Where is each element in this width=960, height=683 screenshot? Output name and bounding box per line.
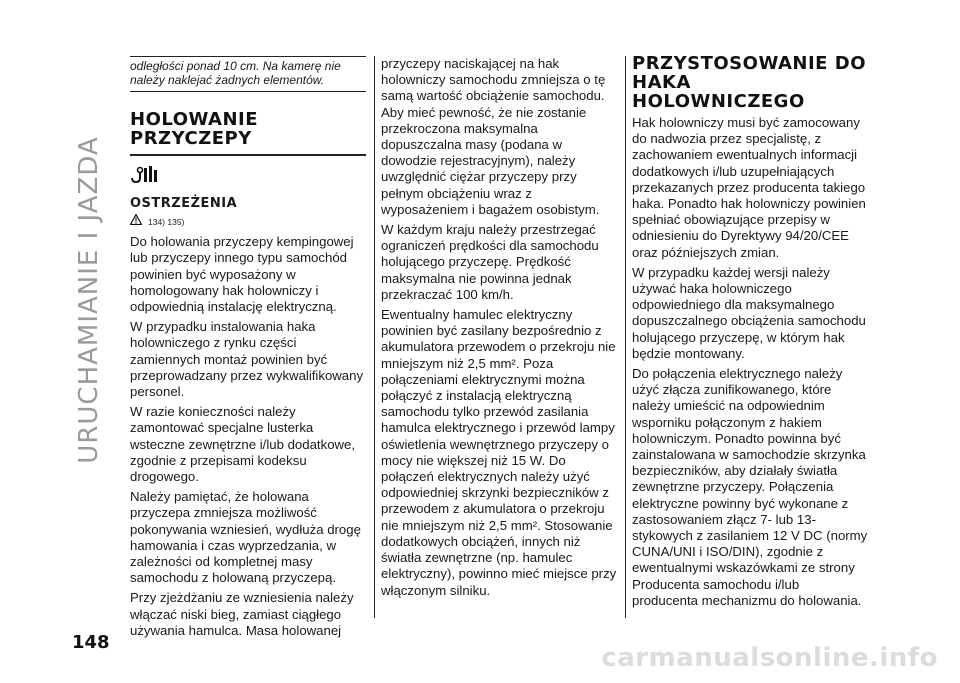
paragraph: Do połączenia elektrycznego należy użyć złącza zunifikowanego, które należy umieścić na odpowiednim wsporniku połączonym z hakiem holowniczym. Ponadto powinna być zainstalowana w samochodzie skrzynka bezpieczników, aby działały światła zewnętrzne przyczepy. Połączenia elektryczne powinny być wykonane z zastosowaniem złącz 7- lub 13-stykowych z zasilaniem 12 V DC (normy CUNA/UNI i ISO/DIN), zgodnie z ewentualnymi wskazówkami ze strony Producenta samochodu i/lub producenta mechanizmu do holowania. <box>632 366 868 608</box>
column-divider <box>625 56 626 618</box>
section-title-hook-adaptation: PRZYSTOSOWANIE DO HAKA HOLOWNICZEGO <box>632 53 866 112</box>
paragraph: Do holowania przyczepy kempingowej lub przyczepy innego typu samochód powinien być wyposażony w homologowany hak holowniczy i odpowiednią instalację elektryczną. <box>130 234 354 314</box>
watermark: carmanualsonline.info <box>601 643 938 673</box>
paragraph: Przy zjeżdżaniu ze wzniesienia należy włączać niski bieg, zamiast ciągłego używania hamulca. Masa holowanej <box>130 590 354 638</box>
warning-refs: 134) 135) <box>148 216 185 227</box>
note-box: odległości ponad 10 cm. Na kamerę nie należy naklejać żadnych elementów. <box>130 56 366 92</box>
column-3 <box>632 53 868 613</box>
warning-title: OSTRZEŻENIA <box>130 195 238 211</box>
section-title-towing: HOLOWANIE PRZYCZEPY <box>130 109 259 149</box>
column-divider <box>374 56 375 618</box>
warning-row <box>130 214 366 230</box>
title-rule <box>130 154 366 156</box>
paragraph: W razie konieczności należy zamontować specjalne lusterka wsteczne zewnętrzne i/lub dodatkowe, zgodnie z przepisami kodeksu drogowego. <box>130 404 356 484</box>
paragraph: Należy pamiętać, że holowana przyczepa zmniejsza możliwość pokonywania wzniesień, wydłuża drogę hamowania i czas wyprzedzania, w zależności od kompletnej masy samochodu z holowaną przyczepą. <box>130 489 361 586</box>
paragraph: W każdym kraju należy przestrzegać ograniczeń prędkości dla samochodu holującego przyczepę. Prędkość maksymalna nie powinna jednak przekraczać 100 km/h. <box>381 222 599 302</box>
page-number: 148 <box>72 632 110 653</box>
paragraph: Hak holowniczy musi być zamocowany do nadwozia przez specjalistę, z zachowaniem ewentualnych informacji dodatkowych i/lub uzupełniających przekazanych przez producenta takiego haka. Ponadto hak holowniczy powinien spełniać obowiązujące przepisy w odniesieniu do Dyrektywy 94/20/CEE oraz późniejszych zmian. <box>632 115 866 260</box>
paragraph: W przypadku instalowania haka holowniczego z rynku części zamiennych montaż powinien być przeprowadzany przez wykwalifikowany personel. <box>130 319 364 399</box>
tow-hook-icon <box>130 164 366 188</box>
warning-triangle-icon <box>130 214 142 230</box>
column-1 <box>130 56 366 643</box>
paragraph: Ewentualny hamulec elektryczny powinien być zasilany bezpośrednio z akumulatora przewodem o przekroju nie mniejszym niż 2,5 mm². Poza połączeniami elektrycznymi można połączyć z instalacją elektryczną samochodu tylko przewód zasilania hamulca elektrycznego i przewód lampy oświetlenia wewnętrznego przyczepy o mocy nie większej niż 15 W. Do połączeń elektrycznych należy użyć odpowiedniej skrzynki bezpieczników z przewodem z akumulatora o przekroju nie mniejszym niż 2,5 mm². Stosowanie dodatkowych obciążeń, innych niż światła zewnętrzne (np. hamulec elektryczny), powinno mieć miejsce przy włączonym silniku. <box>381 307 617 598</box>
paragraph: przyczepy naciskającej na hak holowniczy samochodu zmniejsza o tę samą wartość obciążenie samochodu. Aby mieć pewność, że nie zostanie przekroczona maksymalna dopuszczalna masy (podana w dowodzie rejestracyjnym), należy uwzględnić ciężar przyczepy przy pełnym obciążeniu wraz z wyposażeniem i bagażem osobistym. <box>381 56 606 217</box>
chapter-side-label: URUCHAMIANIE I JAZDA <box>74 136 104 464</box>
column-2 <box>381 56 617 603</box>
paragraph: W przypadku każdej wersji należy używać haka holowniczego odpowiedniego dla maksymalnego dopuszczalnego obciążenia samochodu holującego przyczepę, w którym hak będzie montowany. <box>632 264 866 361</box>
